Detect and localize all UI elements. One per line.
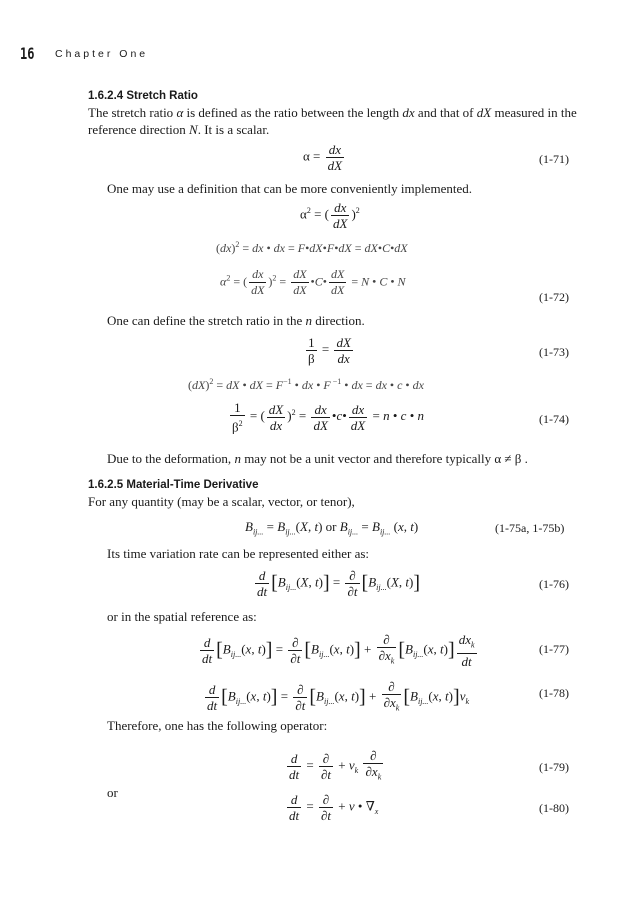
material-text-4: Therefore, one has the following operator:	[107, 718, 328, 733]
section-heading-material-time-derivative: 1.6.2.5 Material-Time Derivative	[88, 479, 259, 491]
equation-number-1-79: (1-79)	[539, 760, 569, 774]
equation-1-71: α = $\frac{dx}{dX}$	[303, 142, 343, 173]
equation-1-77: $\frac{d}{dt}$ [$B_{ij...}(x$, t)] = $\frac{\partial}{\partial t}$ [$B_{ij...}(x$, t)] + $\frac{\partial}{\partial x_k}$ [$B_{ij...}(x$, t)] $\frac{dx_k}{dt}$	[202, 632, 475, 669]
equation-number-1-71: (1-71)	[539, 152, 569, 166]
equation-alpha-squared-expanded: $\alpha^2$ = ( $\frac{dx}{dX}$ )$^2$ = $\frac{dX}{dX}$ •C• $\frac{dX}{dX}$ = N • C • N	[220, 267, 406, 297]
material-text-5: or	[107, 785, 118, 800]
stretch-text-3: One can define the stretch ratio in the n direction.	[107, 313, 365, 328]
equation-number-1-72: (1-72)	[539, 290, 569, 304]
equation-1-75: $B_{ij...} = B_{ij...}(X$, t) or $B_{ij...} = B_{ij...}$ (x, t)	[245, 519, 419, 537]
material-text-3: or in the spatial reference as:	[107, 609, 257, 624]
equation-number-1-77: (1-77)	[539, 642, 569, 656]
equation-number-1-78: (1-78)	[539, 686, 569, 700]
stretch-text-2: One may use a definition that can be more conveniently implemented.	[107, 181, 472, 196]
equation-number-1-76: (1-76)	[539, 577, 569, 591]
equation-number-1-73: (1-73)	[539, 345, 569, 359]
equation-1-79: $\frac{d}{dt}$ = $\frac{\partial}{\partial t}$ + $v_k$ $\frac{\partial}{\partial x_k}$	[289, 748, 382, 782]
equation-1-78: $\frac{d}{dt}$ [$B_{ij...}(x$, t)] = $\frac{\partial}{\partial t}$ [$B_{ij...}(x$, t)] + $\frac{\partial}{\partial x_k}$ [$B_{ij...}(x$, $t)]v_k$	[207, 679, 470, 713]
equation-alpha-squared: $\alpha^2$ = ( $\frac{dx}{dX}$ )$^2$	[300, 200, 360, 231]
equation-number-1-80: (1-80)	[539, 801, 569, 815]
stretch-text-4: Due to the deformation, n may not be a unit vector and therefore typically α ≠ β .	[107, 451, 528, 466]
equation-1-74: $\frac{1}{\beta^2}$ = ( $\frac{dX}{dx}$ )$^2$ = $\frac{dx}{dX}$ •c• $\frac{dx}{dX}$ = n • c • n	[232, 400, 424, 435]
equation-number-1-75: (1-75a, 1-75b)	[495, 521, 565, 535]
material-text-2: Its time variation rate can be represented either as:	[107, 546, 370, 561]
stretch-intro-paragraph: The stretch ratio α is defined as the ratio between the length dx and that of dX measured in the reference direction N. It is a scalar.	[88, 105, 577, 137]
section-heading-stretch-ratio: 1.6.2.4 Stretch Ratio	[88, 90, 198, 102]
page-number: 16	[20, 44, 35, 63]
equation-1-73: $\frac{1}{\beta}$ = $\frac{dX}{dx}$	[308, 335, 351, 366]
equation-dx-squared: (dx)$^2$ = dx • dx = F•dX•F•dX = dX•C•dX	[216, 240, 408, 255]
equation-1-76: $\frac{d}{dt}$ [$B_{ij...}(X$, t)] = $\frac{\partial}{\partial t}$ [$B_{ij...}(X$, t)]	[257, 568, 421, 599]
equation-1-80: $\frac{d}{dt}$ = $\frac{\partial}{\partial t}$ + v • $\nabla_x$	[289, 792, 379, 823]
chapter-title: Chapter One	[55, 48, 149, 60]
equation-dX-squared: (dX)$^2$ = dX • dX = $F^{-1}$ • dx • F $^{-1}$ • dx = dx • c • dx	[188, 377, 424, 392]
equation-number-1-74: (1-74)	[539, 412, 569, 426]
material-text-1: For any quantity (may be a scalar, vector, or tenor),	[88, 494, 355, 509]
